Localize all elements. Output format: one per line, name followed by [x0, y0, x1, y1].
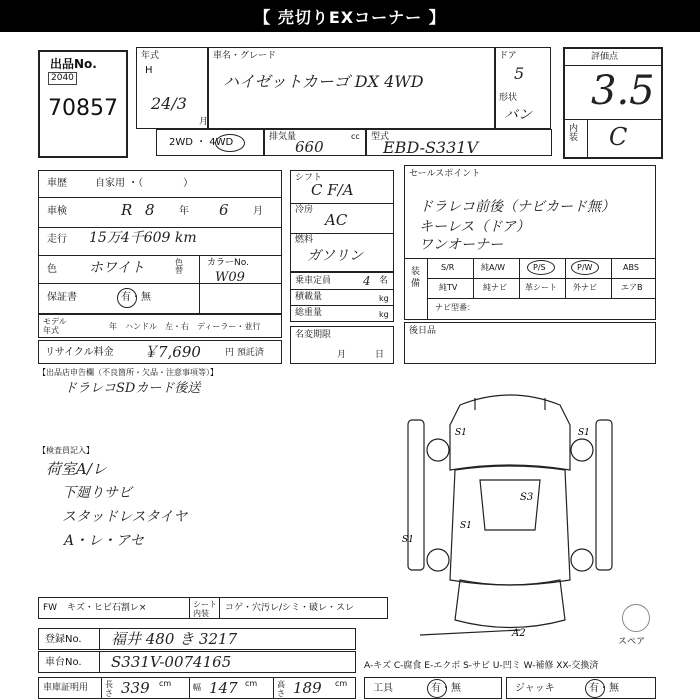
cert-length-unit: cm [159, 679, 172, 688]
mileage-value: 15万4千609 km [89, 230, 197, 246]
damage-legend: A-キズ C-腐食 E-エクボ S-サビ U-凹ミ W-補修 XX-交換済 [364, 661, 599, 671]
spare-label: スペア [618, 637, 646, 647]
cert-width: 147 [209, 679, 238, 697]
model-box [208, 47, 495, 129]
tools-box [364, 677, 502, 699]
drive-text: 2WD ・ 4WD [169, 137, 234, 148]
page-header: 【 売切りEXコーナー 】 [0, 0, 700, 32]
inspector-label: 【検査員記入】 [38, 446, 94, 455]
inspection-month: 6 [219, 201, 229, 219]
sales-point-3: ワンオーナー [419, 237, 503, 253]
year-era: H [145, 65, 153, 76]
model-year-label: モデル年式 [43, 317, 67, 335]
chassis-label: 車台No. [45, 657, 82, 668]
displacement-label: 排気量 [269, 132, 297, 142]
chassis-box [38, 651, 356, 673]
cert-length: 339 [121, 679, 150, 697]
history-label: 車歴 [47, 178, 67, 189]
chassis-value: S331V-0074165 [111, 653, 232, 671]
cert-box [38, 677, 356, 699]
equip-airbag: エアB [621, 283, 643, 292]
color-code-label: カラーNo. [207, 258, 249, 268]
tools-label: 工具 [373, 683, 393, 694]
shape-value: バン [504, 107, 532, 123]
sales-points-box [404, 165, 656, 320]
lot-box [38, 50, 128, 158]
spec-box [290, 170, 394, 272]
door-label: ドア [499, 51, 517, 61]
interior-value: C [609, 123, 628, 151]
equip-abs: ABS [623, 263, 639, 272]
bottom-line [420, 630, 520, 635]
type-label: 型式 [371, 132, 390, 142]
model-year-fields: 年 ハンドル 左・右 ディーラー・並行 [109, 322, 261, 331]
load-unit: kg [379, 294, 389, 303]
inspector-line-2: 下廻りサビ [62, 485, 132, 501]
recycle-box [38, 340, 282, 364]
aircon-value: AC [325, 211, 348, 229]
equip-ps-circle [527, 260, 555, 275]
type-box [366, 129, 552, 156]
capacity-value: 4 [363, 274, 371, 288]
navi-model-label: ナビ型番： [435, 303, 475, 312]
mark-s3-roof: S3 [520, 492, 534, 503]
model-year-box [38, 314, 282, 338]
car-diagram [400, 380, 620, 645]
registration-label: 登録No. [45, 634, 82, 645]
notice-label: 【出品店申告欄（不良箇所・欠品・注意事項等）】 [38, 368, 218, 377]
fw-label: FW [43, 603, 58, 613]
mark-s1-left: S1 [402, 535, 414, 545]
equip-pw-circle [571, 260, 599, 275]
name-change-label: 名変期限 [295, 330, 332, 340]
cert-height-unit: cm [335, 679, 348, 688]
inspection-era: R [121, 201, 133, 219]
score-label: 評価点 [591, 52, 619, 62]
inspector-line-4: A・レ・アセ [64, 533, 144, 549]
history-value: 自家用 ・（ ） [95, 178, 194, 189]
spare-circle [622, 604, 650, 632]
notice-text: ドラレコSDカード後送 [64, 381, 201, 396]
drive-box [156, 129, 264, 156]
warranty-label: 保証書 [47, 292, 77, 303]
cert-label: 車庫証明用 [43, 683, 89, 693]
year-month-label: 月 [199, 117, 209, 127]
mileage-label: 走行 [47, 234, 67, 245]
equipment-label: 装備 [411, 267, 421, 289]
shift-value: C F/A [311, 181, 354, 199]
load-label: 積載量 [295, 292, 323, 302]
gross-label: 総重量 [295, 308, 323, 318]
model-value: ハイゼットカーゴ DX 4WD [223, 72, 424, 91]
tools-options: 有・無 [431, 683, 461, 694]
mark-s1-front-right: S1 [578, 428, 590, 438]
displacement-value: 660 [295, 138, 324, 156]
equip-navi: 純ナビ [483, 283, 507, 292]
type-value: EBD-S331V [383, 138, 479, 157]
registration-value: 福井 480 き 3217 [111, 630, 238, 648]
inspection-year: 8 [145, 201, 155, 219]
inspection-month-label: 月 [253, 206, 263, 217]
score-value: 3.5 [591, 68, 655, 114]
lot-number: 70857 [48, 96, 118, 121]
jack-circle [585, 679, 605, 698]
wheel-rear-right [571, 549, 593, 571]
equip-aw: 純A/W [481, 263, 506, 272]
warranty-circle [117, 288, 137, 308]
shift-label: シフト [295, 173, 323, 183]
equip-sr: S/R [441, 263, 455, 272]
capacity-label: 乗車定員 [295, 276, 332, 286]
seat-label: シート内装 [193, 600, 217, 618]
side-panel-left [408, 420, 424, 570]
cert-width-unit: cm [245, 679, 258, 688]
color-label: 色 [47, 264, 57, 275]
side-panel-right [596, 420, 612, 570]
drive-circle-4wd [215, 134, 245, 152]
door-box [495, 47, 551, 129]
shape-label: 形状 [499, 93, 518, 103]
sales-point-2: キーレス（ドア） [419, 219, 530, 235]
color-value: ホワイト [89, 260, 145, 276]
name-change-box [290, 326, 394, 364]
displacement-unit: cc [351, 132, 360, 141]
equip-pw: P/W [577, 263, 593, 272]
equip-leather: 革シート [525, 283, 557, 292]
car-front-body [450, 395, 570, 470]
displacement-box [264, 129, 366, 156]
mark-a2-rear: A2 [512, 628, 526, 639]
inspection-year-label: 年 [179, 206, 189, 217]
equip-ps: P/S [533, 263, 546, 272]
score-box [563, 47, 663, 159]
year-label: 年式 [141, 51, 160, 61]
gross-unit: kg [379, 310, 389, 319]
fw-items: キズ・ヒビ石割レ× [67, 603, 147, 613]
equip-ext-navi: 外ナビ [573, 283, 597, 292]
tools-circle [427, 679, 447, 698]
car-rear-body [455, 580, 565, 628]
model-label: 車名・グレード [213, 51, 277, 61]
inspector-line-3: スタッドレスタイヤ [62, 509, 188, 525]
lot-sub: 2040 [48, 72, 77, 85]
mark-s1-side: S1 [460, 521, 472, 531]
sales-points-label: セールスポイント [409, 169, 481, 179]
cert-height-label: 高さ [277, 680, 285, 698]
warranty-options: 有・無 [121, 292, 151, 303]
seat-items: コゲ・穴汚レ/シミ・破レ・スレ [225, 603, 355, 613]
year-date: 24/3 [151, 94, 187, 113]
fuel-label: 燃料 [295, 235, 314, 245]
registration-box [38, 628, 356, 650]
aircon-label: 冷房 [295, 205, 314, 215]
cert-height: 189 [293, 679, 322, 697]
wheel-front-left [427, 439, 449, 461]
door-value: 5 [514, 64, 525, 83]
jack-box [506, 677, 656, 699]
mark-s1-front-left: S1 [455, 428, 467, 438]
cert-length-label: 長さ [105, 680, 113, 698]
recycle-unit: 円 預託済 [225, 348, 264, 358]
fw-legend-box [38, 597, 388, 619]
capacity-box [290, 272, 394, 322]
capacity-unit: 名 [379, 276, 389, 286]
sales-point-1: ドラレコ前後（ナビカード無） [419, 199, 615, 215]
equip-tv: 純TV [439, 283, 458, 292]
interior-label: 内装 [569, 124, 579, 143]
vehicle-info-box [38, 170, 282, 314]
color-code: W09 [215, 270, 245, 285]
jack-options: 有・無 [589, 683, 619, 694]
wheel-rear-left [427, 549, 449, 571]
inspector-line-1: 荷室A/レ [46, 460, 107, 478]
fuel-value: ガソリン [307, 248, 363, 264]
year-box [136, 47, 208, 129]
later-date-box [404, 322, 656, 364]
cert-width-label: 幅 [193, 683, 201, 692]
name-change-day: 日 [375, 350, 385, 360]
recycle-value: ￥7,690 [143, 343, 201, 361]
inspection-label: 車検 [47, 206, 67, 217]
color-change-label: 色替 [175, 258, 183, 275]
name-change-month: 月 [337, 350, 347, 360]
car-roof [480, 480, 540, 530]
lot-label: 出品No. [50, 57, 97, 71]
wheel-front-right [571, 439, 593, 461]
later-date-label: 後日品 [409, 326, 437, 336]
recycle-label: リサイクル料金 [45, 347, 114, 358]
jack-label: ジャッキ [515, 683, 555, 694]
